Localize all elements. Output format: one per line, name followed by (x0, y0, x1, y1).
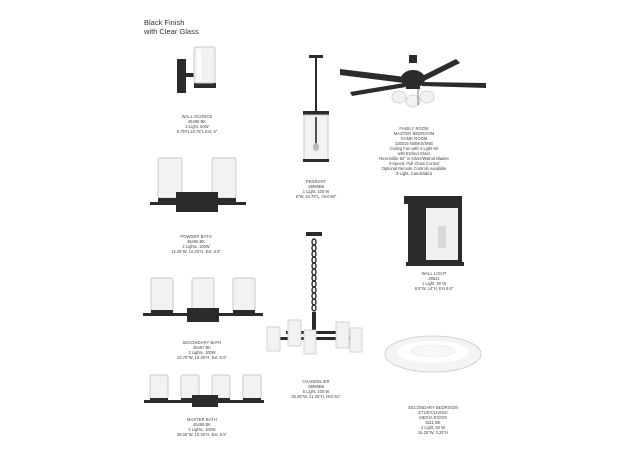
wall-sconce-spec: 1-Light, 60W (185, 124, 209, 129)
wall-sconce-sku: 45495 BK (188, 119, 206, 124)
powder-bath-name: POWDER BATH (180, 234, 212, 239)
pendant-image (298, 55, 334, 167)
ceiling-fan-line-8: Optional Remote Controls Available (381, 166, 447, 171)
chandelier-dims: 26.25"W, 21.25"H, Ovrl:61" (291, 394, 341, 399)
wall-sconce-image (175, 45, 220, 105)
wall-light-name: WALL LIGHT (421, 271, 447, 276)
wall-light-caption (415, 271, 454, 291)
secondary-bath-image (143, 276, 263, 324)
ceiling-fan-caption (379, 126, 449, 176)
chandelier-sku: 43959BK (307, 384, 325, 389)
flush-mount-line-4: 2 Light, 60 W (420, 425, 446, 430)
ceiling-fan-line-7: 3-Speed, Pull Chain Control (388, 161, 440, 166)
chandelier-image (264, 232, 364, 360)
wall-light-sku: 39541 (428, 276, 440, 281)
ceiling-fan-line-1: MASTER BEDROOM (393, 131, 435, 136)
pendant-spec: 1 Light, 100 W (302, 189, 330, 194)
master-bath-image (144, 373, 264, 409)
chandelier-caption (291, 379, 340, 399)
powder-bath-spec: 2 Lights, 100W (182, 244, 210, 249)
powder-bath-image (150, 156, 246, 214)
master-bath-sku: 45498 BK (193, 422, 211, 427)
ceiling-fan-line-3: 330016 NI/BKS/SNB (395, 141, 433, 146)
ceiling-fan-line-2: GAME ROOM (400, 136, 428, 141)
powder-bath-caption (171, 234, 221, 254)
ceiling-fan-line-9: 3-Light, Candelabra (396, 171, 432, 176)
powder-bath-dims: 14.25"W, 10.25"H, Ext. 6.5" (171, 249, 221, 254)
pendant-sku: 43959BK (307, 184, 325, 189)
secondary-bath-name: SECONDARY BATH (182, 340, 222, 345)
wall-light-spec: 1 Light, 60 W (421, 281, 447, 286)
ceiling-fan-image (338, 55, 488, 113)
wall-sconce-dims: 9.75"H,10.75"L Ext. 6" (176, 129, 218, 134)
flush-mount-caption (408, 405, 458, 435)
flush-mount-line-1: STUDY/LIVING (418, 410, 448, 415)
pendant-name: PENDANT (305, 179, 327, 184)
page-title-line-2: with Clear Glass (144, 27, 199, 36)
ceiling-fan-line-6: Reversible 52" in Silver/Walnut Blades (379, 156, 449, 161)
secondary-bath-dims: 23.75"W, 10.25"H, Ext. 6.5" (177, 355, 227, 360)
flush-mount-line-2: MEDIA ROOM (419, 415, 447, 420)
flush-mount-line-3: 8111 BK (425, 420, 441, 425)
powder-bath-sku: 45496 BK (187, 239, 205, 244)
flush-mount-image (383, 336, 483, 376)
secondary-bath-spec: 3 Lights, 100W (188, 350, 216, 355)
flush-mount-line-5: 15.25"W, 3.25"H (418, 430, 448, 435)
secondary-bath-caption (177, 340, 227, 360)
wall-sconce-caption (177, 114, 217, 134)
ceiling-fan-line-4: Ceiling Fan with 4-Light Kit (389, 146, 439, 151)
page-title-line-1: Black Finish (144, 18, 185, 27)
master-bath-dims: 35.25"W, 10.25"H, Ext. 6.5" (177, 432, 227, 437)
page-title (144, 18, 199, 36)
master-bath-name: MASTER BATH (187, 417, 217, 422)
pendant-caption (296, 179, 337, 199)
pendant-dims: 6"W, 10.75"L, Ovrl.50" (295, 194, 337, 199)
chandelier-spec: 5 Light, 100 W (302, 389, 330, 394)
ceiling-fan-line-0: FAMILY ROOM (399, 126, 429, 131)
master-bath-spec: 4 Lights, 100W (188, 427, 216, 432)
secondary-bath-sku: 45497 BK (193, 345, 211, 350)
chandelier-name: CHANDELIER (302, 379, 330, 384)
wall-sconce-name: WALL SCONCE (181, 114, 213, 119)
wall-light-image (404, 196, 464, 268)
flush-mount-line-0: SECONDARY BEDROOM (408, 405, 458, 410)
ceiling-fan-line-5: with Etched Glass (397, 151, 431, 156)
wall-light-dims: 8.5"W, 14"H, Ext 8.5" (414, 286, 454, 291)
master-bath-caption (177, 417, 227, 437)
